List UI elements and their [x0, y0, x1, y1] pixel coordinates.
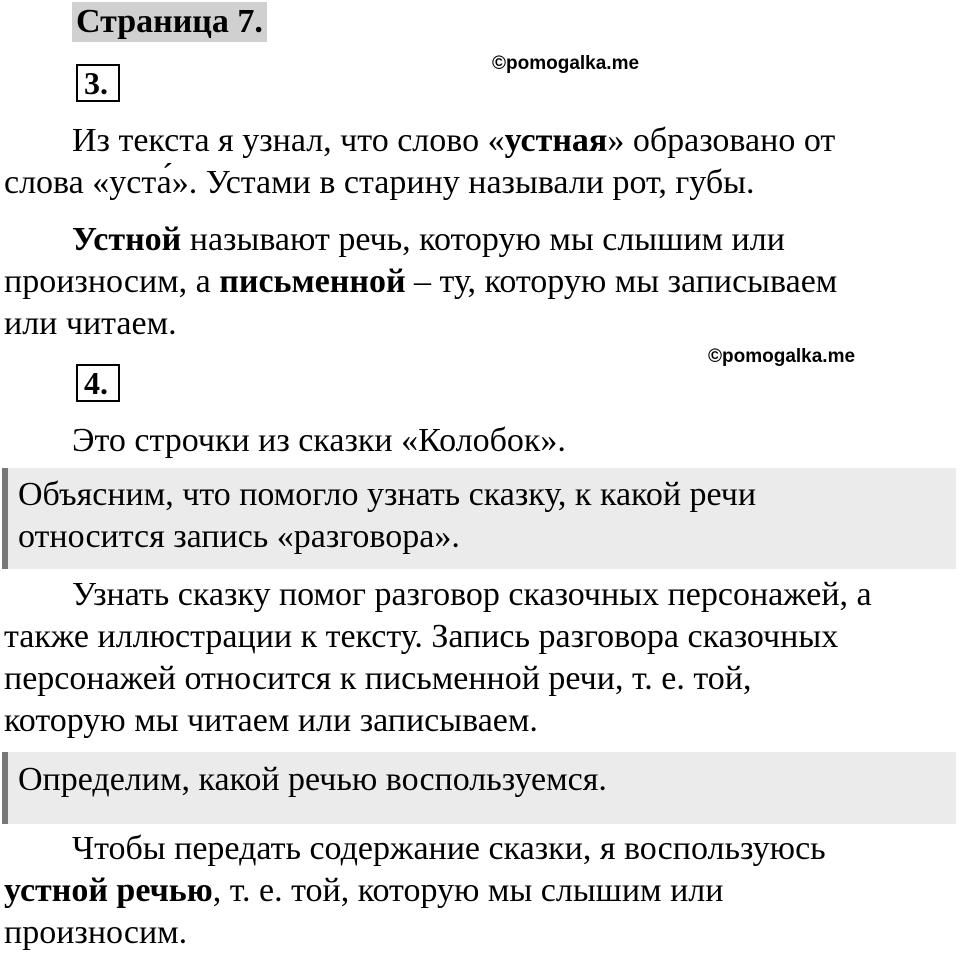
paragraph-line: Устной называют речь, которую мы слышим или	[72, 221, 785, 258]
task-highlight	[2, 752, 956, 824]
paragraph-line: персонажей относится к письменной речи, т. е. той,	[4, 660, 752, 697]
paragraph-line: также иллюстрации к тексту. Запись разговора сказочных	[4, 618, 839, 655]
task-line: Определим, какой речью воспользуемся.	[18, 761, 607, 798]
watermark: ©pomogalka.me	[492, 53, 640, 74]
bold-term: устная	[504, 122, 608, 159]
exercise-number-3: 3.	[76, 64, 120, 102]
paragraph-line: устной речью, т. е. той, которую мы слышим или	[4, 872, 724, 909]
bold-term: устной речью	[4, 872, 213, 909]
task-line: относится запись «разговора».	[18, 518, 460, 555]
page-title: Страница 7.	[72, 2, 267, 42]
paragraph-line: или читаем.	[4, 305, 177, 342]
bold-term: письменной	[219, 263, 406, 300]
watermark: ©pomogalka.me	[708, 346, 856, 367]
paragraph-line: Чтобы передать содержание сказки, я воспользуюсь	[72, 830, 826, 867]
paragraph-line: Это строчки из сказки «Колобок».	[72, 422, 566, 459]
exercise-number-4: 4.	[76, 364, 120, 402]
bold-term: Устной	[72, 221, 182, 258]
task-highlight	[2, 468, 956, 569]
task-line: Объясним, что помогло узнать сказку, к какой речи	[18, 476, 757, 513]
paragraph-line: которую мы читаем или записываем.	[4, 702, 538, 739]
paragraph-line: произносим, а письменной – ту, которую мы записываем	[4, 263, 838, 300]
paragraph-line: Узнать сказку помог разговор сказочных персонажей, а	[72, 576, 872, 613]
paragraph-line: произносим.	[4, 914, 188, 951]
paragraph-line: Из текста я узнал, что слово «устная» образовано от	[72, 122, 836, 159]
paragraph-line: слова «уста́». Устами в старину называли рот, губы.	[4, 164, 755, 201]
